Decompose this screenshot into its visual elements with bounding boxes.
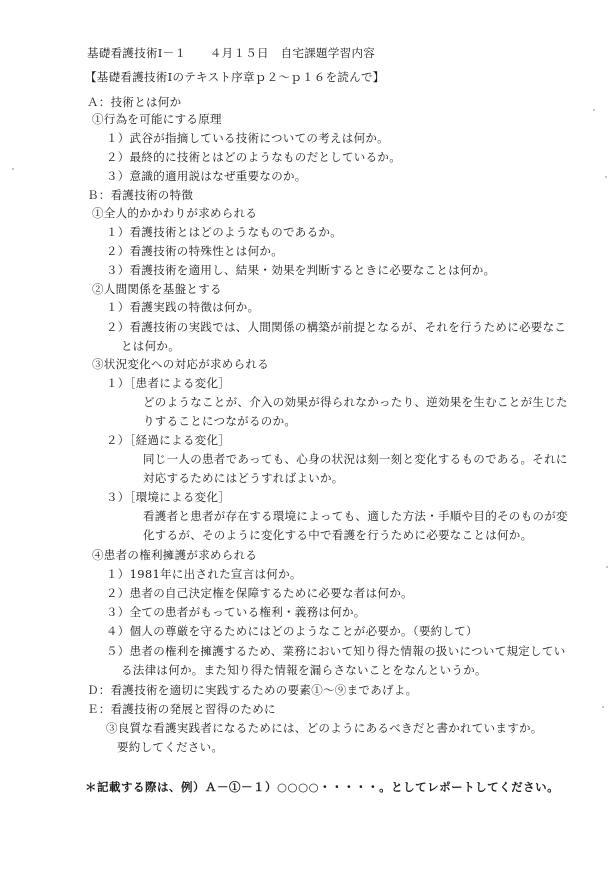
question-e-3: ③良質な看護実践者になるためには、どのようにあるべきだと書かれていますか。 (106, 721, 543, 735)
section-b-heading: Ｂ：看護技術の特徴 (87, 188, 194, 202)
scan-speck (606, 566, 608, 568)
question-b-4-2: ２）患者の自己決定権を保障するために必要な者は何か。 (106, 586, 413, 600)
scan-speck (605, 176, 607, 178)
question-b-3-2-cont: 対応するためにはどうすればよいか。 (143, 471, 344, 485)
question-b-3-3: 看護者と患者が存在する環境によっても、適した方法・手順や目的そのものが変 (143, 509, 568, 523)
question-b-3-2-label: ２）［経過による変化］ (106, 433, 231, 447)
question-b-4-5: ５）患者の権利を擁護するため、業務において知り得た情報の扱いについて規定してい (106, 644, 566, 658)
document-subtitle: 【基礎看護技術Ⅰのテキスト序章ｐ２～ｐ１６を読んで】 (85, 70, 385, 84)
question-b-4-1: １）1981年に出された宣言は何か。 (106, 567, 302, 581)
question-b-1-3: ３）看護技術を適用し、結果・効果を判断するときに必要なことは何か。 (106, 263, 496, 277)
question-e-3-cont: 要約してください。 (117, 740, 224, 754)
question-b-1-2: ２）看護技術の特殊性とは何か。 (106, 244, 283, 258)
section-b-4-heading: ④患者の権利擁護が求められる (92, 548, 258, 562)
question-a-1-3: ３）意識的適用説はなぜ重要なのか。 (106, 169, 307, 183)
section-e-heading: Ｅ：看護技術の発展と習得のために (87, 702, 276, 716)
section-b-3-heading: ③状況変化への対応が求められる (92, 357, 269, 371)
question-b-2-1: １）看護実践の特徴は何か。 (106, 300, 260, 314)
document-title: 基礎看護技術Ⅰ－１ ４月１５日 自宅課題学習内容 (87, 46, 376, 60)
scan-speck (602, 706, 604, 708)
section-a-1-heading: ①行為を可能にする原理 (92, 112, 222, 126)
submission-note: ＊記載する際は、例）Ａ－①－１）○○○○・・・・・。としてレポートしてください。 (85, 780, 560, 794)
question-b-3-2: 同じ一人の患者であっても、心身の状況は刻一刻と変化するものである。それに (143, 452, 568, 466)
question-b-3-3-cont: 化するが、そのように変化する中で看護を行うために必要なことは何か。 (143, 528, 533, 542)
section-a-heading: Ａ：技術とは何か (87, 95, 182, 109)
question-b-3-1-cont: りすることにつながるのか。 (143, 414, 297, 428)
section-b-1-heading: ①全人的かかわりが求められる (92, 206, 258, 220)
question-b-3-1-label: １）［患者による変化］ (106, 376, 231, 390)
question-a-1-1: １）武谷が指摘している技術についての考えは何か。 (106, 131, 389, 145)
section-d-heading: Ｄ：看護技術を適切に実践するための要素①～⑨まであげよ。 (87, 683, 418, 697)
question-b-4-5-cont: る法律は何か。また知り得た情報を漏らさないことをなんというか。 (121, 663, 487, 677)
question-b-4-3: ３）全ての患者がもっている権利・義務は何か。 (106, 605, 366, 619)
question-b-1-1: １）看護技術とはどのようなものであるか。 (106, 225, 342, 239)
question-b-2-2: ２）看護技術の実践では、人間関係の構築が前提となるが、それを行うために必要なこ (106, 320, 567, 334)
section-b-2-heading: ②人間関係を基盤とする (92, 282, 222, 296)
question-b-2-2-cont: とは何か。 (121, 339, 180, 353)
question-b-3-1: どのようなことが、介入の効果が得られなかったり、逆効果を生むことが生じた (143, 395, 568, 409)
question-b-4-4: ４）個人の尊厳を守るためにはどのようなことが必要か。（要約して） (106, 624, 478, 638)
scan-speck (593, 109, 595, 111)
question-b-3-3-label: ３）［環境による変化］ (106, 490, 231, 504)
question-a-1-2: ２）最終的に技術とはどのようなものだとしているか。 (106, 150, 401, 164)
scan-speck (12, 168, 14, 170)
